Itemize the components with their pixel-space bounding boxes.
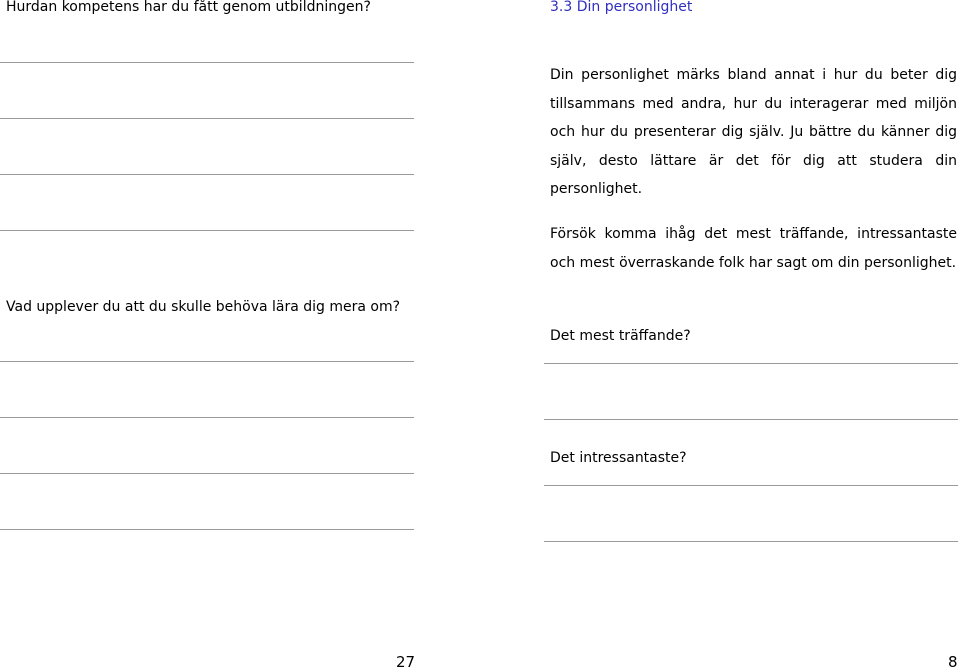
question-competence: Hurdan kompetens har du fått genom utbildningen?	[6, 0, 371, 15]
answer-line[interactable]	[0, 118, 414, 119]
page-number-left: 27	[396, 653, 416, 668]
answer-line[interactable]	[0, 473, 414, 474]
answer-line[interactable]	[544, 363, 958, 364]
prompt-most-interesting: Det intressantaste?	[550, 450, 687, 466]
question-learn-more: Vad upplever du att du skulle behöva lära dig mera om?	[6, 299, 401, 315]
section-heading-text: 3.3 Din personlighet	[550, 0, 693, 15]
recall-paragraph: Försök komma ihåg det mest träffande, intressantaste och mest överraskande folk har sagt om din personlighet.	[550, 226, 957, 271]
prompt-most-accurate: Det mest träffande?	[550, 328, 691, 344]
answer-line[interactable]	[544, 419, 958, 420]
answer-line[interactable]	[0, 230, 414, 231]
answer-line[interactable]	[544, 485, 958, 486]
page-number-right: 8	[948, 653, 958, 668]
answer-line[interactable]	[0, 417, 414, 418]
answer-line[interactable]	[0, 361, 414, 362]
answer-line[interactable]	[0, 529, 414, 530]
answer-line[interactable]	[0, 174, 414, 175]
personality-paragraph: Din personlighet märks bland annat i hur du beter dig tillsammans med andra, hur du interagerar med miljön och hur du presenterar dig själv. Ju bättre du känner dig själv, desto lättare är det för dig att studera din personlighet.	[550, 67, 957, 197]
answer-line[interactable]	[544, 541, 958, 542]
section-heading	[550, 0, 692, 21]
answer-line[interactable]	[0, 62, 414, 63]
